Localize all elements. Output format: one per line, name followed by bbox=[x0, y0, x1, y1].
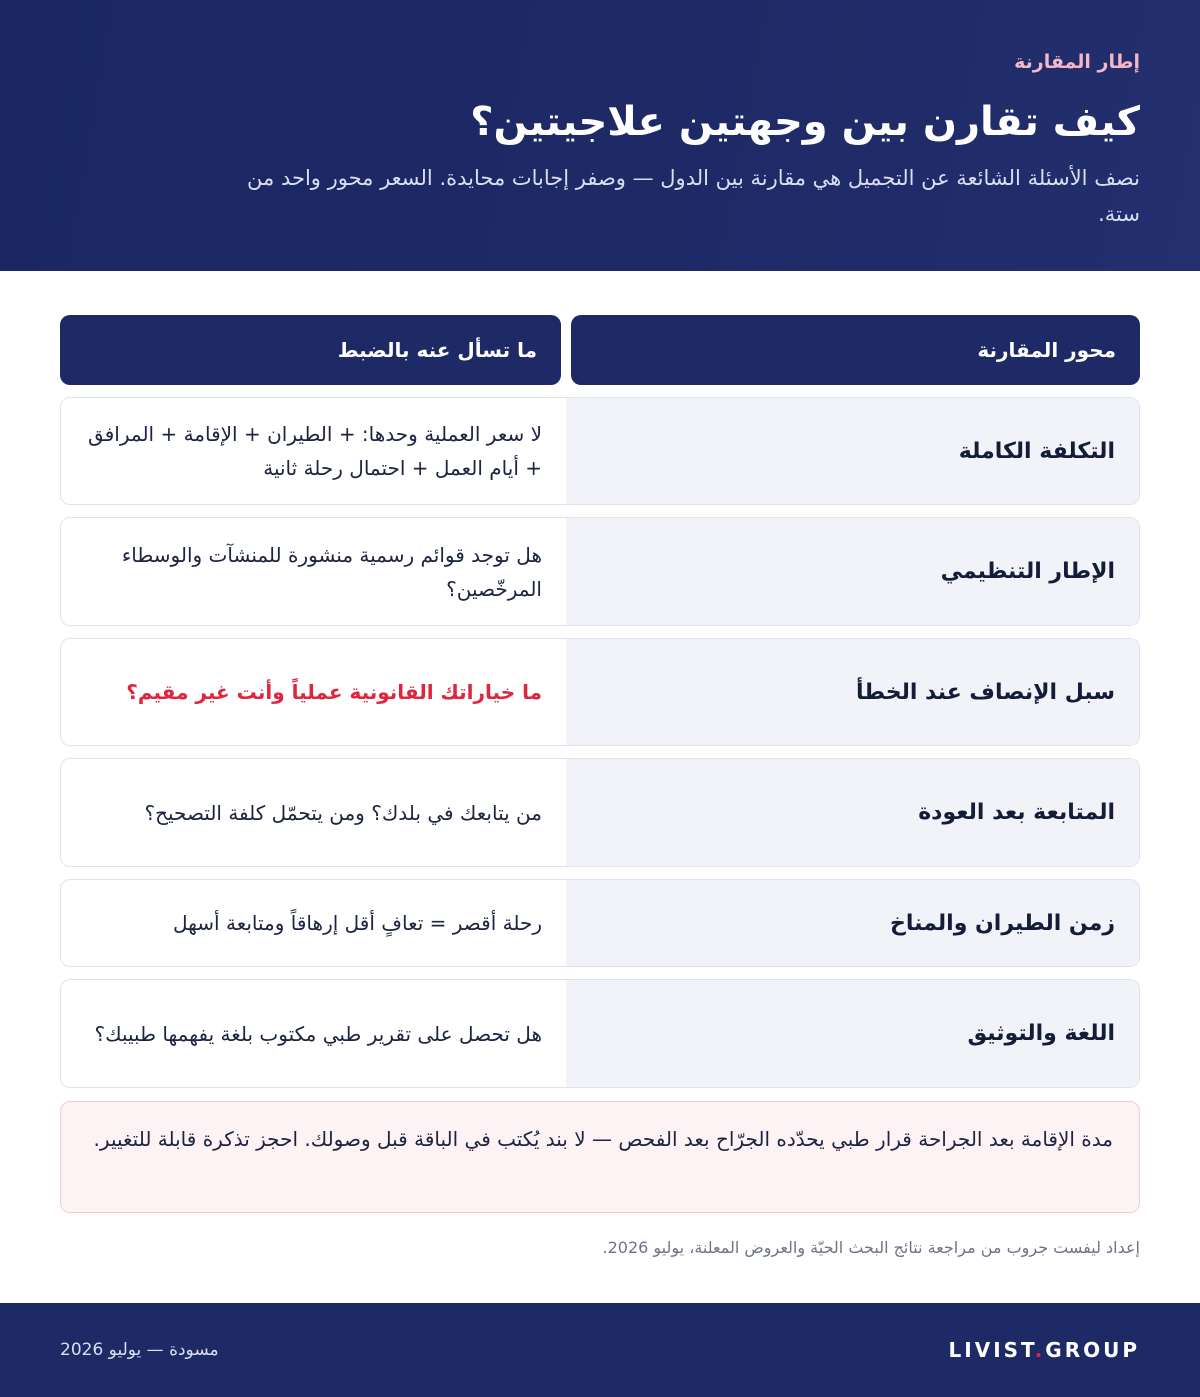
comparison-table bbox=[60, 315, 1140, 1088]
brand-right-text: GROUP bbox=[1045, 1338, 1140, 1362]
table-row bbox=[60, 638, 1140, 746]
warning-note: مدة الإقامة بعد الجراحة قرار طبي يحدّده الجرّاح بعد الفحص — لا بند يُكتب في الباقة قبل وصولك. احجز تذكرة قابلة للتغيير. bbox=[60, 1101, 1140, 1213]
row-ask-cell-highlighted: ما خياراتك القانونية عملياً وأنت غير مقيم؟ bbox=[126, 680, 542, 704]
table-row bbox=[60, 517, 1140, 626]
column-header-axis: محور المقارنة bbox=[571, 315, 1140, 385]
table-header bbox=[60, 315, 1140, 385]
page-title: كيف تقارن بين وجهتين علاجيتين؟ bbox=[470, 99, 1140, 145]
brand-logo bbox=[949, 1338, 1140, 1362]
header-banner bbox=[0, 0, 1200, 271]
table-row bbox=[60, 397, 1140, 505]
source-caption: إعداد ليفست جروب من مراجعة نتائج البحث الحيّة والعروض المعلنة، يوليو 2026. bbox=[602, 1238, 1140, 1257]
row-ask-cell: لا سعر العملية وحدها: + الطيران + الإقامة + المرافق + أيام العمل + احتمال رحلة ثانية bbox=[88, 422, 542, 480]
column-header-ask: ما تسأل عنه بالضبط bbox=[60, 315, 561, 385]
row-axis-cell: سبل الإنصاف عند الخطأ bbox=[566, 639, 1139, 745]
row-axis-cell: اللغة والتوثيق bbox=[566, 980, 1139, 1087]
row-axis-cell: زمن الطيران والمناخ bbox=[566, 880, 1139, 966]
brand-left-text: LIVIST bbox=[948, 1338, 1035, 1362]
table-row bbox=[60, 758, 1140, 867]
row-ask-cell: رحلة أقصر = تعافٍ أقل إرهاقاً ومتابعة أسهل bbox=[172, 911, 542, 935]
row-axis-cell: التكلفة الكاملة bbox=[566, 398, 1139, 504]
page-subtitle: نصف الأسئلة الشائعة عن التجميل هي مقارنة بين الدول — وصفر إجابات محايدة. السعر محور واحد من ستة. bbox=[247, 166, 1140, 226]
row-ask-cell: هل توجد قوائم رسمية منشورة للمنشآت والوسطاء المرخّصين؟ bbox=[121, 542, 542, 601]
footer-bar bbox=[0, 1303, 1200, 1397]
row-axis-cell: الإطار التنظيمي bbox=[566, 518, 1139, 625]
brand-dot: . bbox=[1034, 1338, 1046, 1362]
row-ask-cell: هل تحصل على تقرير طبي مكتوب بلغة يفهمها طبيبك؟ bbox=[94, 1021, 542, 1046]
table-row bbox=[60, 979, 1140, 1088]
row-ask-cell: من يتابعك في بلدك؟ ومن يتحمّل كلفة التصحيح؟ bbox=[144, 800, 542, 825]
draft-label: مسودة — يوليو 2026 bbox=[60, 1340, 219, 1360]
table-row bbox=[60, 879, 1140, 967]
eyebrow-label: إطار المقارنة bbox=[1014, 51, 1140, 73]
row-axis-cell: المتابعة بعد العودة bbox=[566, 759, 1139, 866]
